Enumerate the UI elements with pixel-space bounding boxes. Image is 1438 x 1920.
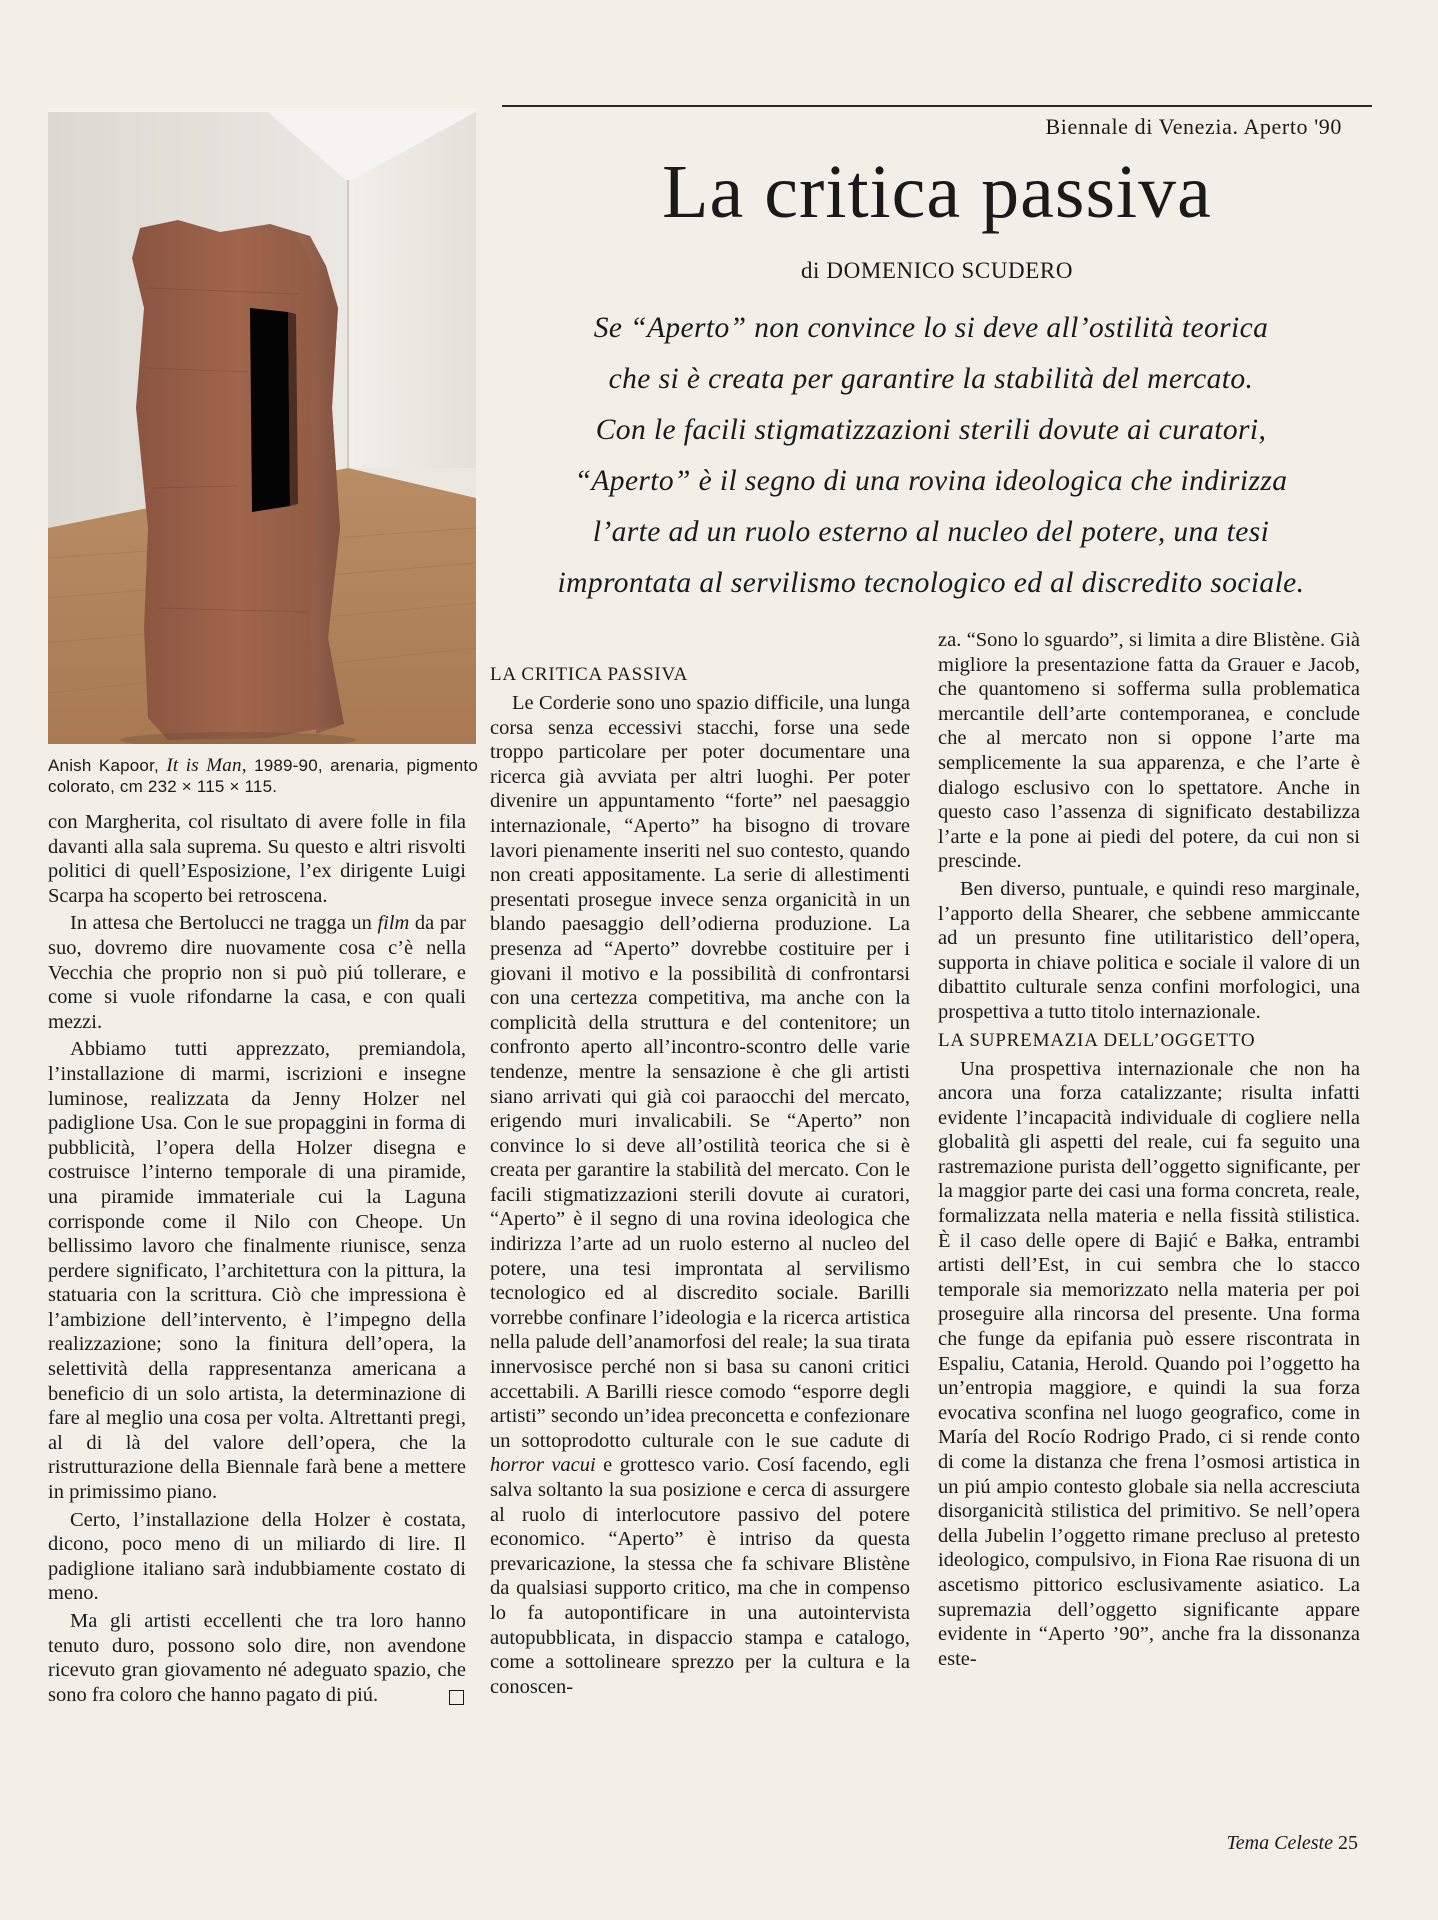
section-subhead: LA SUPREMAZIA DELL’OGGETTO xyxy=(938,1029,1256,1051)
end-of-article-mark xyxy=(449,1690,464,1705)
text-run: Ma gli artisti eccellenti che tra loro hanno tenuto duro, possono solo dire, non avendone ricevuto gran giovamento né adeguato spazio, che sono fra coloro che hanno pagato di piú. xyxy=(48,1610,466,1706)
lede-line: Con le facili stigmatizzazioni sterili dovute ai curatori, xyxy=(595,414,1267,446)
column-2 xyxy=(490,662,910,1699)
paragraph: Abbiamo tutti apprezzato, premiandola, l’installazione di marmi, iscrizioni e insegne luminose, realizzata da Jenny Holzer nel padiglione Usa. Con le sue propaggini in forma di pubblicità, l’opera della Holzer disegna e costruisce l’interno temporale di una piramide, una piramide immateriale cui la Laguna corrisponde come il Nilo con Cheope. Un bellissimo lavoro che finalmente riunisce, senza perdere significato, l’architettura con la pittura, la statuaria con la scrittura. Ciò che impressiona è l’ambizione dell’intervento, è l’impegno della realizzazione; sono la finitura dell’opera, la selettività della rappresentanza americana a beneficio di un solo artista, la determinazione di fare al meglio una cosa per volta. Altrettanti pregi, al di là del valore dell’opera, che la ristrutturazione della Biennale farà bene a mettere in primissimo piano. xyxy=(48,1038,466,1504)
paragraph: Ben diverso, puntuale, e quindi reso marginale, l’apporto della Shearer, che sebbene ammiccante ad un presunto fine utilitaristico dell’opera, supporta in chiave politica e sociale il valore di un dibattito culturale senza confini morfologici, una prospettiva a tutto titolo internazionale. xyxy=(938,877,1360,1023)
caption-work-title: It is Man, xyxy=(166,755,247,776)
lede-line: l’arte ad un ruolo esterno al nucleo del potere, una tesi xyxy=(592,516,1270,548)
paragraph: za. “Sono lo sguardo”, si limita a dire Blistène. Già migliore la presentazione fatta da Grauer e Jacob, che quantomeno si sofferma sulla problematica mercantile dell’arte contemporanea, e conclude che al mercato non si oppone l’arte ma semplicemente la sua apparenza, e che l’arte è dialogo esclusivo con lo spettatore. Anche in questo caso l’assenza di significato destabilizza l’arte e la pone ai piedi del potere, da cui non si prescinde. xyxy=(938,629,1360,873)
article-title: La critica passiva xyxy=(662,150,1212,234)
section-subhead: LA CRITICA PASSIVA xyxy=(490,664,689,685)
italic-run: film xyxy=(377,912,410,935)
paragraph: Una prospettiva internazionale che non ha ancora una forza catalizzante; risulta infatti evidente l’incapacità individuale di cogliere nella globalità gli aspetti del reale, cui fa seguito una rastremazione purista dell’oggetto significante, per la maggior parte dei casi una forma concreta, reale, formalizzata nella materia e nella fissità stilistica. È il caso delle opere di Bajić e Bałka, entrambi artisti dell’Est, in cui sembra che lo stacco temporale sia memorizzato nella materia per poi proseguire alla rincorsa del presente. Una forma che funge da epifania può essere riscontrata in Espaliu, Catania, Herold. Quando poi l’oggetto ha un’entropia maggiore, e quindi la sua forza evocativa sconfina nel luogo geografico, come in María del Rocío Rodrigo Prado, ci si rende conto di come la distanza che frena l’osmosi artistica in un piú ampio contesto globale sia nella accresciuta disorganicità stilistica del primitivo. Se nell’opera della Jubelin l’oggetto rimane precluso al pretesto ideologico, compulsivo, in Fiona Rae risuona di un ascetismo pittorico esclusivamente asiatico. La supremazia dell’oggetto significante appare evidente in “Aperto ’90”, anche fra la dissonanza este- xyxy=(938,1057,1360,1670)
lede-line: che si è creata per garantire la stabilità del mercato. xyxy=(608,363,1254,395)
header-rule xyxy=(502,105,1372,107)
artwork-photo xyxy=(48,108,476,744)
paragraph xyxy=(48,1609,466,1707)
column-3 xyxy=(938,628,1360,1671)
text-run: da par suo, dovremo dire nuovamente cosa c’è nella Vecchia che proprio non si può piú tollerare, e come si vuole rifondarne la casa, e con quali mezzi. xyxy=(48,912,466,1033)
lede-line: improntata al servilismo tecnologico ed al discredito sociale. xyxy=(557,567,1305,599)
paragraph: Certo, l’installazione della Holzer è costata, dicono, poco meno di un miliardo di lire. Il padiglione italiano sarà indubbiamente costato di meno. xyxy=(48,1508,466,1605)
paragraph: con Margherita, col risultato di avere folle in fila davanti alla sala suprema. Su questo e altri risvolti politici di quell’Esposizione, l’ex dirigente Luigi Scarpa ha scoperto bei retroscena. xyxy=(48,811,466,907)
magazine-name: Tema Celeste xyxy=(1226,1832,1333,1854)
caption-artist: Anish Kapoor, xyxy=(48,756,159,775)
photo-caption xyxy=(48,755,478,797)
section-kicker: Biennale di Venezia. Aperto '90 xyxy=(1045,114,1342,139)
column-1 xyxy=(48,810,466,1707)
byline: di DOMENICO SCUDERO xyxy=(800,258,1074,283)
sculpture-image xyxy=(48,108,476,744)
lede-line: “Aperto” è il segno di una rovina ideologica che indirizza xyxy=(574,465,1288,497)
italic-run: horror vacui xyxy=(490,1454,596,1477)
lede-line: Se “Aperto” non convince lo si deve all’ostilità teorica xyxy=(593,312,1269,344)
text-run: Le Corderie sono uno spazio difficile, una lunga corsa senza eccessivi stacchi, forse una sede troppo particolare per poter documentare una ricerca già avviata per altri luoghi. Per poter divenire un appuntamento “forte” nel paesaggio internazionale, “Aperto” ha bisogno di trovare lavori pienamente inseriti nel suo contesto, quando non creati appositamente. La serie di allestimenti presentati prosegue invece senza organicità in un blando paesaggio dell’odierna produzione. La presenza ad “Aperto” dovrebbe costituire per i giovani il motivo e la possibilità di confrontarsi con una certezza competitiva, ma anche con la complicità della struttura e del contenitore; un confronto aperto all’incontro-scontro delle varie tendenze, mentre la sensazione è che gli artisti siano arrivati qui già coi paraocchi del mercato, erigendo muri invalicabili. Se “Aperto” non convince lo si deve all’ostilità teorica che si è creata per garantire la stabilità del mercato. Con le facili stigmatizzazioni sterili dovute ai curatori, “Aperto” è il segno di una rovina ideologica che indirizza l’arte ad un ruolo esterno al nucleo del potere, una tesi improntata al servilismo tecnologico ed al discredito sociale. Barilli vorrebbe confinare l’ideologia e la ricerca artistica nella palude dell’anamorfosi del reale; la sua tirata innervosisce perché non si basa su canoni critici accettabili. A Barilli riesce comodo “esporre degli artisti” secondo un’idea preconcetta e confezionare un sottoprodotto culturale con le sue cadute di xyxy=(490,692,910,1452)
page-number: 25 xyxy=(1338,1832,1358,1854)
text-run: e grottesco vario. Cosí facendo, egli salva soltanto la sua posizione e cerca di assurgere al ruolo di interlocutore passivo del potere economico. “Aperto” è intriso da questa prevaricazione, la stessa che fa schivare Blistène da qualsiasi supporto critico, ma che in compenso lo fa autopontificare in una autointervista autopubblicata, in dispaccio stampa e catalogo, come a sottolineare sprezzo per la cultura e la conoscen- xyxy=(490,1454,910,1698)
caption-details: 1989-90, arenaria, pigmento colorato, cm 232 × 115 × 115. xyxy=(48,756,478,796)
page-footer xyxy=(1227,1832,1358,1855)
lede-block xyxy=(490,303,1372,609)
paragraph xyxy=(490,691,910,1699)
paragraph xyxy=(48,911,466,1034)
text-run: In attesa che Bertolucci ne tragga un xyxy=(70,912,372,935)
